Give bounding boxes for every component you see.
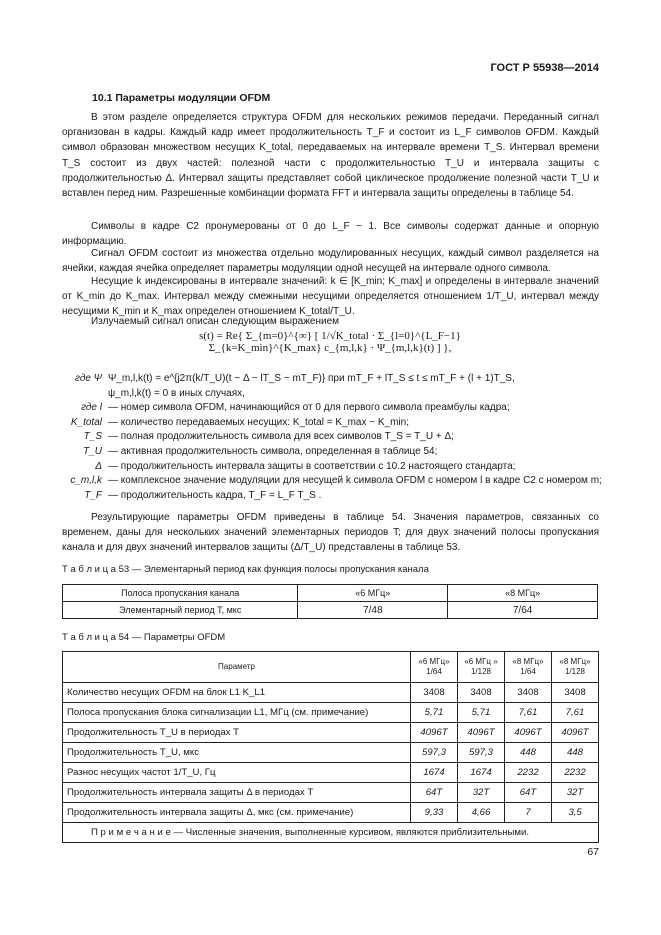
table-cell: 9,33 [411,803,458,823]
paragraph-2: Символы в кадре C2 пронумерованы от 0 до L_F − 1. Все символы содержат данные и опорную информацию. [62,221,599,248]
paragraph-1: В этом разделе определяется структура OFDM для нескольких режимов передачи. Переданный сигнал организован в кадры. Каждый кадр имеет продолжительность T_F и состоит из L_F символов OFDM. Каждый символ образован множеством несущих K_total, передаваемых на интервале времени T_S. Интервал времени T_S состоит из двух частей: полезной части с продолжительностью T_U и интервала защиты с продолжительностью Δ. Интервал защиты представляет собой циклическое продолжение полезной части T_U и вставлен перед ним. Разрешенные комбинации формата FFT и интервала защиты определены в таблице 54. [62,112,599,200]
table-cell: 7 [505,803,552,823]
table-cell: 5,71 [458,703,505,723]
table-cell: Продолжительность интервала защиты Δ, мкс (см. примечание) [63,803,411,823]
table-cell: 3,5 [552,803,599,823]
definition-row: где Ψ Ψ_m,l,k(t) = e^{j2π(k/T_U)(t − Δ − lT_S − mT_F)} при mT_F + lT_S ≤ t ≤ mT_F + (l + 1)T_S, [75,373,515,384]
table-cell: 4096T [552,723,599,743]
definition-row: где l — номер символа OFDM, начинающийся от 0 для первого символа преамбулы кадра; [81,402,510,414]
table-row [63,783,599,803]
table-cell: Элементарный период T, мкс [63,602,298,619]
table-cell: Продолжительность интервала защиты Δ в периодах T [63,783,411,803]
table-cell: 448 [552,743,599,763]
table-row [63,763,599,783]
definition-row: Δ — продолжительность интервала защиты в соответствии с 10.2 настоящего стандарта; [95,460,516,472]
table-cell: 7,61 [505,703,552,723]
table-cell: 7,61 [552,703,599,723]
result-paragraph: Результирующие параметры OFDM приведены в таблице 54. Значения параметров, связанных со временем, даны для нескольких значений элементарных периодов T; для двух значений полосы пропускания канала и для двух значений интервалов защиты (Δ/T_U) представлены в таблице 53. [62,512,599,554]
paragraph-4: Несущие k индексированы в интервале значений: k ∈ [K_min; K_max] и определены в интервале значений от K_min до K_max. Интервал между смежными несущими определяется отношением 1/T_U, интервал между несущими K_min и K_max определен отношением K_total/T_U. [62,276,599,318]
table-cell: 4,66 [458,803,505,823]
table-cell: 448 [505,743,552,763]
table-cell: 7/64 [448,602,598,619]
definitions-list [62,372,602,503]
table-row [63,585,598,602]
page-number: 67 [587,846,599,858]
table-cell: 2232 [505,763,552,783]
definition-row: T_F — продолжительность кадра, T_F = L_F T_S . [84,489,322,501]
table-54 [62,651,599,843]
table-row [63,602,598,619]
table-row [63,683,599,703]
table-header-cell: Параметр [63,652,411,683]
table-cell: Полоса пропускания канала [63,585,298,602]
paragraph-3: Сигнал OFDM состоит из множества отдельно модулированных несущих, каждый символ разделяется на ячейки, каждая ячейка определяет параметры модуляции одной несущей на интервале одного символа. [62,248,599,275]
table-cell: 2232 [552,763,599,783]
table-cell: Разнос несущих частот 1/T_U, Гц [63,763,411,783]
table53-caption: Т а б л и ц а 53 — Элементарный период как функция полосы пропускания канала [62,564,429,575]
table-header-cell: «8 МГц» 1/64 [505,652,552,683]
table-header-cell: «6 МГц » 1/128 [458,652,505,683]
table-cell: 4096T [505,723,552,743]
table-cell: Продолжительность T_U в периодах T [63,723,411,743]
definition-row: ψ_m,l,k(t) = 0 в иных случаях, [108,387,245,399]
definition-row: c_m,l,k — комплексное значение модуляции для несущей k символа OFDM с номером l в кадре C2 с номером m; [70,475,602,487]
paragraph-5: Излучаемый сигнал описан следующим выражением [91,316,340,327]
table-cell: Продолжительность T_U, мкс [63,743,411,763]
table-cell: 1674 [411,763,458,783]
table-cell: 7/48 [298,602,448,619]
table-53 [62,584,598,619]
table-row [63,803,599,823]
table-header-row [63,652,599,683]
definition-row: K_total — количество передаваемых несущих: K_total = K_max − K_min; [70,416,409,428]
table-cell: 3408 [411,683,458,703]
table-cell: 64T [505,783,552,803]
table54-caption: Т а б л и ц а 54 — Параметры OFDM [62,632,226,643]
table-header-cell: «8 МГц» 1/128 [552,652,599,683]
table-header-cell: «6 МГц» 1/64 [411,652,458,683]
table-note-row [63,823,599,843]
section-title: 10.1 Параметры модуляции OFDM [92,92,271,104]
table-row [63,723,599,743]
table-cell: 5,71 [411,703,458,723]
table-cell: 4096T [411,723,458,743]
document-header: ГОСТ Р 55938—2014 [490,62,599,74]
definition-row: T_U — активная продолжительность символа, определенная в таблице 54; [83,445,438,457]
table-row [63,703,599,723]
table-cell: 597,3 [411,743,458,763]
table-cell: 3408 [458,683,505,703]
table-cell: 3408 [505,683,552,703]
table-cell: 32T [552,783,599,803]
table-cell: 597,3 [458,743,505,763]
table-cell: 64T [411,783,458,803]
table-cell: 1674 [458,763,505,783]
definition-row: T_S — полная продолжительность символа для всех символов T_S = T_U + Δ; [83,431,454,443]
table-cell: «8 МГц» [448,585,598,602]
table-cell: «6 МГц» [298,585,448,602]
table-cell: Количество несущих OFDM на блок L1 K_L1 [63,683,411,703]
table-row [63,743,599,763]
table-cell: 4096T [458,723,505,743]
table-cell: Полоса пропускания блока сигнализации L1, МГц (см. примечание) [63,703,411,723]
signal-formula: s(t) = Re{ Σ_{m=0}^{∞} [ 1/√K_total · Σ_{l=0}^{L_F−1} Σ_{k=K_min}^{K_max} c_{m,l,k} · Ψ_{m,l,k}(t) ] }, [199,330,461,354]
table-cell: 3408 [552,683,599,703]
table-note: П р и м е ч а н и е — Численные значения, выполненные курсивом, являются приблизительными. [63,823,599,843]
table-cell: 32T [458,783,505,803]
